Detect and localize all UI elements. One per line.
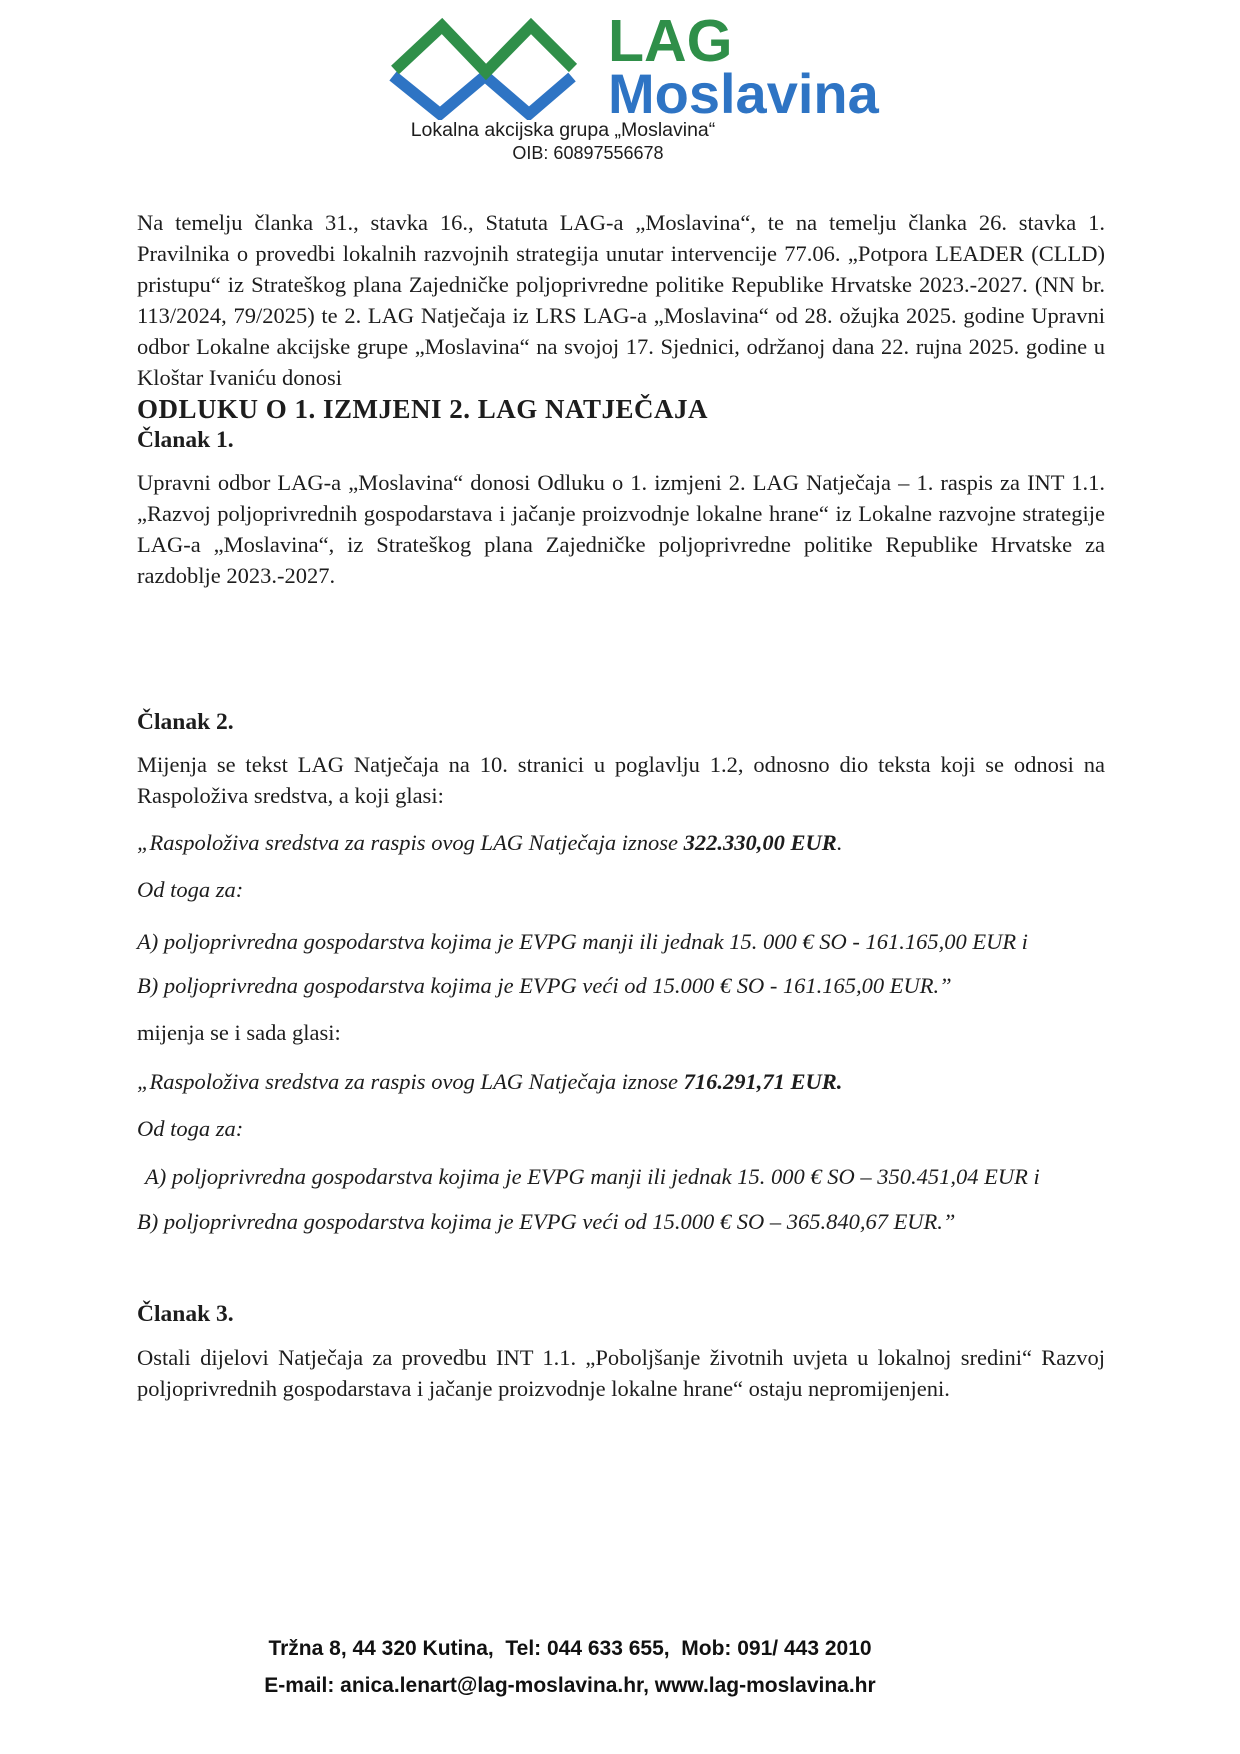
new-funds-amount: 716.291,71 EUR. [683,1069,843,1094]
old-item-b: B) poljoprivredna gospodarstva kojima je EVPG veći od 15.000 € SO - 161.165,00 EUR.” [137,973,952,998]
new-funds-quote [137,1066,1105,1097]
old-item-a: A) poljoprivredna gospodarstva kojima je EVPG manji ili jednak 15. 000 € SO - 161.165,00 EUR i [137,929,1028,954]
clanak-2-body: Mijenja se tekst LAG Natječaja na 10. stranici u poglavlju 1.2, odnosno dio teksta koji se odnosi na Raspoloživa sredstva, a koji glasi: [137,752,1105,808]
footer-address-line: Tržna 8, 44 320 Kutina, Tel: 044 633 655, Mob: 091/ 443 2010 [268,1637,872,1660]
lag-moslavina-logo-icon [385,16,581,125]
old-funds-quote-prefix: „Raspoloživa sredstva za raspis ovog LAG Natječaja iznose [137,830,684,855]
logo-text-moslavina: Moslavina [608,62,879,125]
old-funds-quote [137,827,1105,858]
clanak-3-body: Ostali dijelovi Natječaja za provedbu INT 1.1. „Poboljšanje životnih uvjeta u lokalnoj sredini“ Razvoj poljoprivrednih gospodarstava i jačanje proizvodnje lokalne hrane“ ostaju nepromijenjeni. [137,1345,1105,1401]
intro-paragraph: Na temelju članka 31., stavka 16., Statuta LAG-a „Moslavina“, te na temelju članka 26. stavka 1. Pravilnika o provedbi lokalnih razvojnih strategija unutar intervencije 77.06. „Potpora LEADER (CLLD) pristupu“ iz Strateškog plana Zajedničke poljoprivredne politike Republike Hrvatske 2023.-2027. (NN br. 113/2024, 79/2025) te 2. LAG Natječaja iz LRS LAG-a „Moslavina“ od 28. ožujka 2025. godine Upravni odbor Lokalne akcijske grupe „Moslavina“ na svojoj 17. Sjednici, održanoj dana 22. rujna 2025. godine u Kloštar Ivaniću donosi [137,210,1105,390]
old-funds-quote-suffix: . [836,830,843,855]
new-item-a: A) poljoprivredna gospodarstva kojima je EVPG manji ili jednak 15. 000 € SO – 350.451,04 EUR i [145,1164,1040,1189]
document-footer [0,1630,1140,1704]
old-funds-amount: 322.330,00 EUR [683,830,837,855]
mijenja-label: mijenja se i sada glasi: [137,1020,341,1045]
od-toga-label-1: Od toga za: [137,877,244,902]
clanak-1-body: Upravni odbor LAG-a „Moslavina“ donosi Odluku o 1. izmjeni 2. LAG Natječaja – 1. raspis za INT 1.1. „Razvoj poljoprivrednih gospodarstava i jačanje proizvodnje lokalne hrane“ iz Lokalne razvojne strategije LAG-a „Moslavina“, iz Strateškog plana Zajedničke poljoprivredne politike Republike Hrvatske za razdoblje 2023.-2027. [137,470,1105,588]
footer-contact-line: E-mail: anica.lenart@lag-moslavina.hr, www.lag-moslavina.hr [264,1674,876,1697]
od-toga-label-2: Od toga za: [137,1116,244,1141]
clanak-3-heading: Članak 3. [137,1301,234,1327]
decision-title: ODLUKU O 1. IZMJENI 2. LAG NATJEČAJA [137,394,709,424]
document-body [137,207,1105,1404]
logo-text-lag: LAG [608,8,733,74]
logo-oib: OIB: 60897556678 [512,143,664,163]
new-item-b: B) poljoprivredna gospodarstva kojima je EVPG veći od 15.000 € SO – 365.840,67 EUR.” [137,1209,956,1234]
clanak-2-heading: Članak 2. [137,709,234,735]
clanak-1-heading: Članak 1. [137,427,234,453]
logo-caption: Lokalna akcijska grupa „Moslavina“ [410,119,716,141]
new-funds-quote-prefix: „Raspoloživa sredstva za raspis ovog LAG Natječaja iznose [137,1069,684,1094]
